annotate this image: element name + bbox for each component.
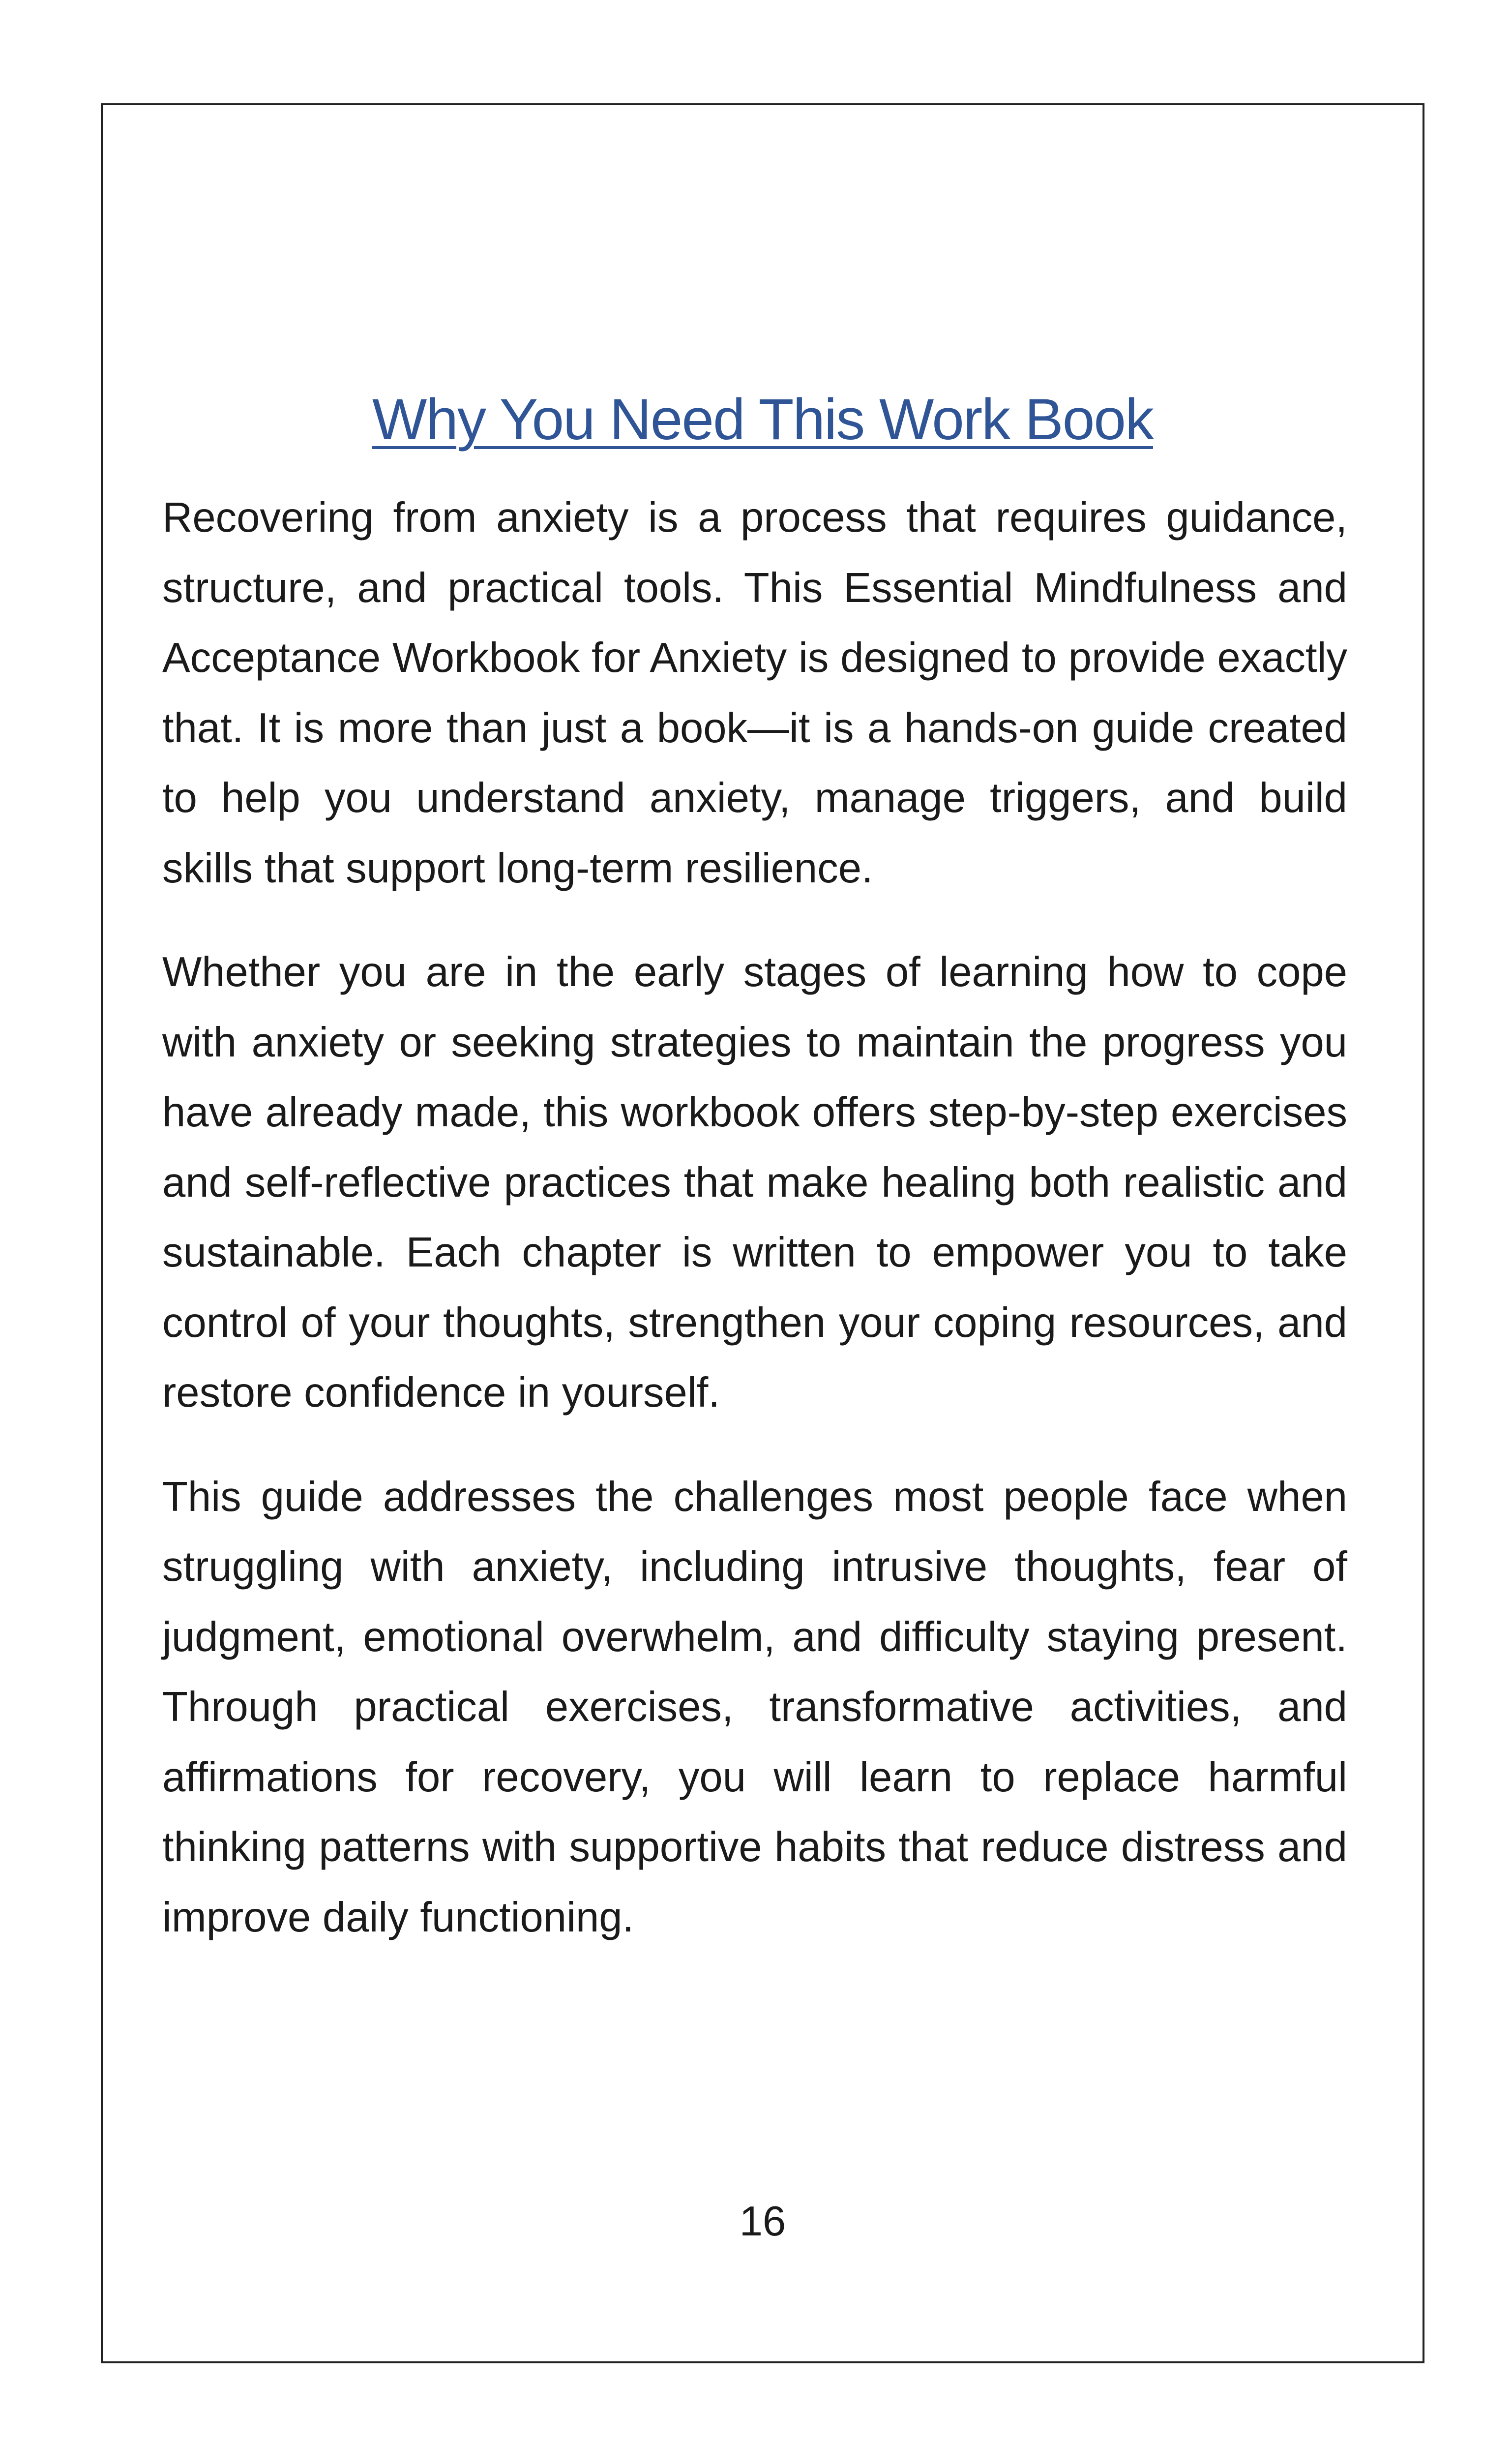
paragraph-1: Recovering from anxiety is a process that requires guidance, structure, and practical tools. This Essential Mindfulness and Acceptance Workbook for Anxiety is designed to provide exactly that. It is more than just a book—it is a hands-on guide created to help you understand anxiety, manage triggers, and build skills that support long-term resilience. [162,494,1347,892]
paragraph-2: Whether you are in the early stages of learning how to cope with anxiety or seeking strategies to maintain the progress you have already made, this workbook offers step-by-step exercises and self-reflective practices that make healing both realistic and sustainable. Each chapter is written to empower you to take control of your thoughts, strengthen your coping resources, and restore confidence in yourself. [162,949,1347,1416]
page-number: 16 [739,2198,786,2245]
body-text [162,483,1347,1987]
page-title: Why You Need This Work Book [372,387,1153,452]
paragraph-3: This guide addresses the challenges most people face when struggling with anxiety, including intrusive thoughts, fear of judgment, emotional overwhelm, and difficulty staying present. Through practical exercises, transformative activities, and affirmations for recovery, you will learn to replace harmful thinking patterns with supportive habits that reduce distress and improve daily functioning. [162,1473,1347,1941]
